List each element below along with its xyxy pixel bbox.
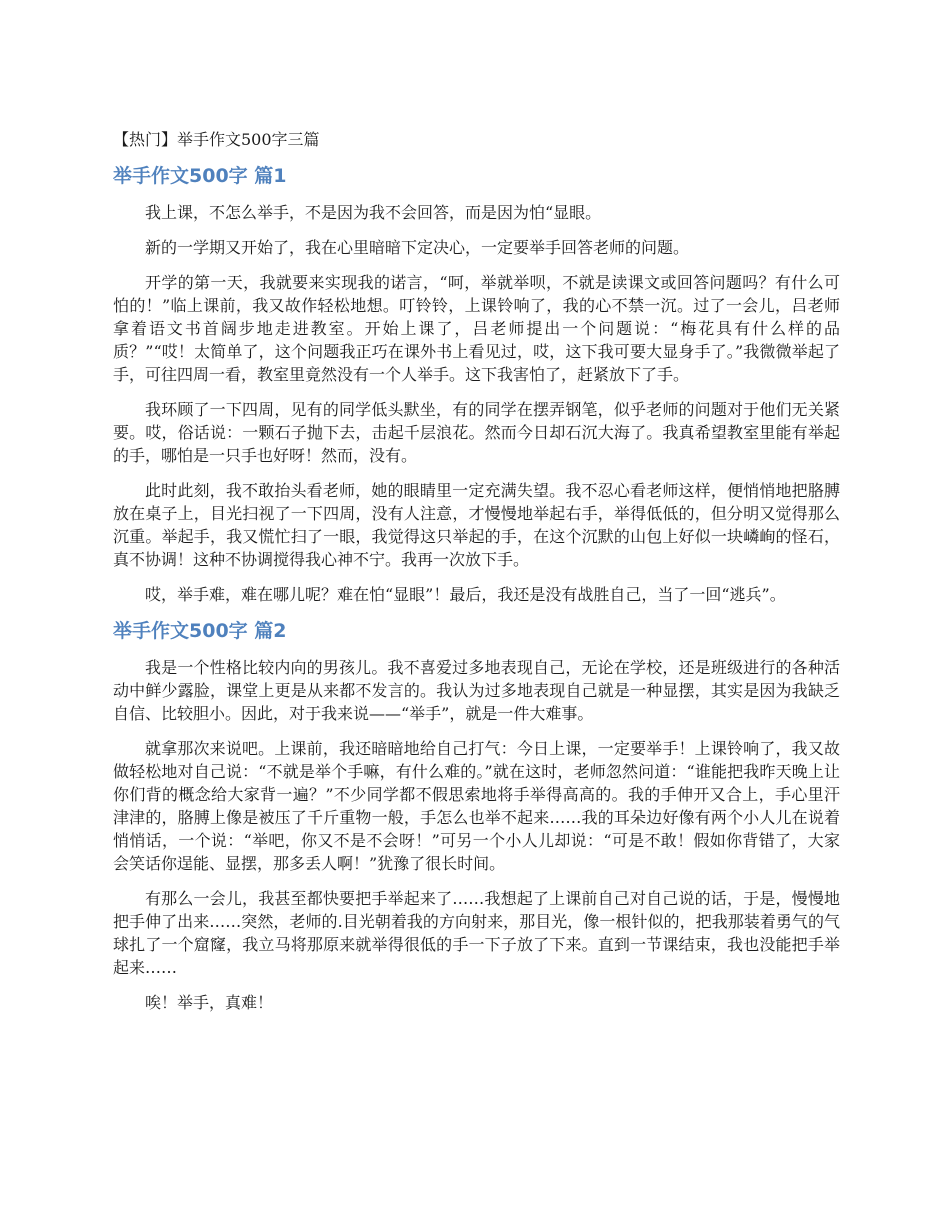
section-1 — [113, 163, 840, 606]
paragraph: 就拿那次来说吧。上课前，我还暗暗地给自己打气：今日上课，一定要举手！上课铃响了，我又故做轻松地对自己说：“不就是举个手嘛，有什么难的。”就在这时，老师忽然问道：“谁能把我昨天晚上让你们背的概念给大家背一遍？”不少同学都不假思索地将手举得高高的。我的手伸开又合上，手心里汗津津的，胳膊上像是被压了千斤重物一般，手怎么也举不起来……我的耳朵边好像有两个小人儿在说着悄悄话，一个说：“举吧，你又不是不会呀！”可另一个小人儿却说：“可是不敢！假如你背错了，大家会笑话你逞能、显摆，那多丢人啊！”犹豫了很长时间。 — [113, 739, 840, 873]
section-heading: 举手作文500字 篇1 — [113, 165, 287, 187]
paragraph: 我上课，不怎么举手，不是因为我不会回答，而是因为怕“显眼。 — [145, 203, 602, 222]
paragraph: 有那么一会儿，我甚至都快要把手举起来了……我想起了上课前自己对自己说的话，于是，慢慢地把手伸了出来……突然，老师的.目光朝着我的方向射来，那目光，像一根针似的，把我那装着勇气的气球扎了一个窟窿，我立马将那原来就举得很低的手一下子放了下来。直到一节课结束，我也没能把手举起来…… — [113, 889, 840, 977]
paragraph: 唉！举手，真难！ — [145, 993, 274, 1012]
paragraph: 我环顾了一下四周，见有的同学低头默坐，有的同学在摆弄钢笔，似乎老师的问题对于他们无关紧要。哎，俗话说：一颗石子抛下去，击起千层浪花。然而今日却石沉大海了。我真希望教室里能有举起的手，哪怕是一只手也好呀！然而，没有。 — [113, 400, 840, 465]
paragraph: 此时此刻，我不敢抬头看老师，她的眼睛里一定充满失望。我不忍心看老师这样，便悄悄地把胳膊放在桌子上，目光扫视了一下四周，没有人注意，才慢慢地举起右手，举得低低的，但分明又觉得那么沉重。举起手，我又慌忙扫了一眼，我觉得这只举起的手，在这个沉默的山包上好似一块嶙峋的怪石，真不协调！这种不协调搅得我心神不宁。我再一次放下手。 — [113, 481, 840, 569]
section-heading: 举手作文500字 篇2 — [113, 620, 287, 642]
paragraph: 哎，举手难，难在哪儿呢？难在怕“显眼”！最后，我还是没有战胜自己，当了一回“逃兵”。 — [145, 585, 786, 604]
section-2 — [113, 618, 840, 1014]
paragraph: 我是一个性格比较内向的男孩儿。我不喜爱过多地表现自己，无论在学校，还是班级进行的各种活动中鲜少露脸，课堂上更是从来都不发言的。我认为过多地表现自己就是一种显摆，其实是因为我缺乏自信、比较胆小。因此，对于我来说——“举手”，就是一件大难事。 — [113, 658, 840, 723]
paragraph: 新的一学期又开始了，我在心里暗暗下定决心，一定要举手回答老师的问题。 — [145, 238, 690, 257]
document-title: 【热门】举手作文500字三篇 — [113, 130, 320, 149]
paragraph: 开学的第一天，我就要来实现我的诺言，“呵，举就举呗，不就是读课文或回答问题吗？有什么可怕的！”临上课前，我又故作轻松地想。叮铃铃，上课铃响了，我的心不禁一沉。过了一会儿，吕老师拿着语文书首阔步地走进教室。开始上课了，吕老师提出一个问题说：“梅花具有什么样的品质？”“哎！太简单了，这个问题我正巧在课外书上看见过，哎，这下我可要大显身手了。”我微微举起了手，可往四周一看，教室里竟然没有一个人举手。这下我害怕了，赶紧放下了手。 — [113, 273, 840, 384]
document-page — [113, 118, 840, 1026]
